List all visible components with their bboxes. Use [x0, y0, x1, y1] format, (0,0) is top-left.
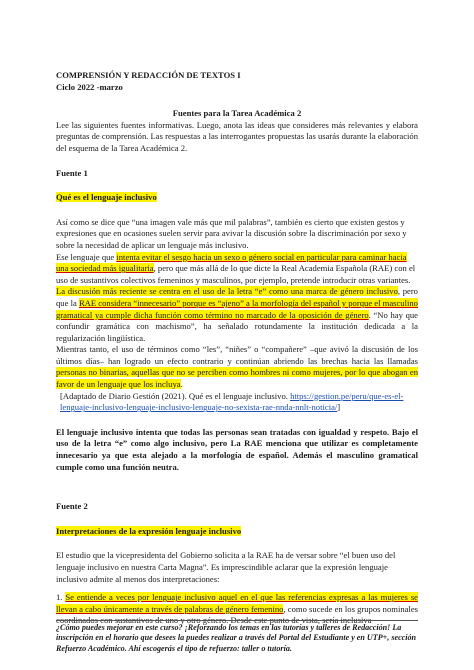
list-number: 1. [56, 592, 66, 603]
highlighted-text: personas no binarias, aquellas que no se perciben como hombres ni como mujeres, por lo que abogan en favor de un lenguaje que los incluya [56, 367, 418, 390]
text-span: Ese lenguaje que [56, 251, 117, 262]
fuente1-paragraph-2 [56, 252, 418, 287]
highlighted-text: La discusión más reciente se centra en el uso de la letra “e” como una marca de género inclusivo [56, 286, 398, 297]
footer-note: ¿Cómo puedes mejorar en este curso? ¡Reforzando los temas en las tutorías y talleres de Redacción! La inscripción en el horario que desees la puedes realizar a través del Portal del Estudiante y en UTP+, sección Refuerzo Académico. Ahí escogerás el tipo de refuerzo: taller o tutoría. [56, 623, 417, 653]
fuente1-paragraph-3 [56, 286, 418, 344]
fuente1-title [56, 192, 418, 204]
fuente1-paragraph-1: Así como se dice que “una imagen vale más que mil palabras”, también es cierto que existen gestos y expresiones que en ocasiones suelen servir para avivar la discusión sobre la discriminación por sexo y sobre la necesidad de aplicar un lenguaje más inclusivo. [56, 216, 407, 250]
fuente1-paragraph-4 [56, 344, 418, 390]
text-span: . [180, 379, 183, 390]
cycle-label: Ciclo 2022 -marzo [56, 81, 123, 92]
fuente2-paragraph-1: El estudio que la vicepresidenta del Gobierno solicita a la RAE ha de versar sobre “el buen uso del lenguaje inclusivo en nuestra Carta Magna”. Es imprescindible aclarar que la expresión lenguaje inclusivo admite al menos dos interpretaciones: [56, 550, 396, 584]
page-footer [56, 620, 418, 654]
document-title: Fuentes para la Tarea Académica 2 [172, 108, 302, 119]
source-link[interactable]: https://gestion.pe/peru/que-es-el-lenguaje-inclusivo-lenguaje-inclusivo-lenguaje-no-sexista-rae-nnda-nnlt-noticia/ [60, 390, 404, 413]
text-span: ] [337, 402, 341, 413]
highlighted-text: Se entiende a veces por lenguaje inclusivo aquel en el que las referencias expresas a las mujeres se llevan a cabo únicamente a través de palabras de género femenino [56, 592, 418, 614]
footer-divider [56, 620, 418, 621]
text-span: . “No hay que confundir gramática con machismo”, ha señalado rotundamente la institución dedicada a la regularización lingüística. [56, 309, 418, 343]
fuente1-label: Fuente 1 [56, 167, 88, 178]
course-title: COMPRENSIÓN Y REDACCIÓN DE TEXTOS I [56, 70, 241, 80]
fuente1-citation [56, 391, 418, 414]
text-span: , pero que más allá de lo que dicte la Real Academia Española (RAE) con el uso de sustantivos colectivos femeninos y masculinos, por ejemplo, pretende introducir otras variantes. [56, 263, 416, 285]
text-span: Mientras tanto, el uso de términos como “les”, “niñes” o “compañere” –que avivó la discusión de los últimos días– han logrado un efecto contrario y continúan abriendo las brechas hacia las llamadas [56, 344, 418, 366]
fuente2-label: Fuente 2 [56, 501, 88, 512]
text-span: , pero que la [56, 286, 418, 308]
fuente1-title-text: Qué es el lenguaje inclusivo [56, 192, 157, 203]
highlighted-text: intenta evitar el sesgo hacia un sexo o género social en particular para caminar hacia una sociedad más igualitaria [56, 251, 407, 274]
fuente2-title [56, 526, 418, 538]
text-span: [Adaptado de Diario Gestión (2021). Qué es el lenguaje inclusivo. [60, 390, 291, 401]
fuente2-title-text: Interpretaciones de la expresión lenguaje inclusivo [56, 525, 242, 536]
fuente1-summary: El lenguaje inclusivo intenta que todas las personas sean tratadas con igualdad y respeto. Bajo el uso de la letra “e” como algo inclusivo, pero La RAE menciona que utilizar es completamente innecesario ya que esta alejado a la morfología de español. Además el masculino gramatical cumple como una función neutra. [56, 426, 418, 472]
document-body [56, 70, 418, 627]
text-span: , como sucede en los grupos nominales coordinados con sustantivos de uno y otro género. Desde este punto de vista, sería inclusiva [56, 603, 418, 626]
highlighted-text: RAE considera “innecesario” porque es “ajeno” a la morfología del español y porque el masculino gramatical ya cumple dicha función como término no marcado de la oposición de género [56, 297, 418, 320]
intro-paragraph: Lee las siguientes fuentes informativas. Luego, anota las ideas que consideres más relevantes y elabora preguntas de comprensión. Las respuestas a las interrogantes propuestas las usarás durante la elaboración del esquema de la Tarea Académica 2. [56, 119, 418, 153]
